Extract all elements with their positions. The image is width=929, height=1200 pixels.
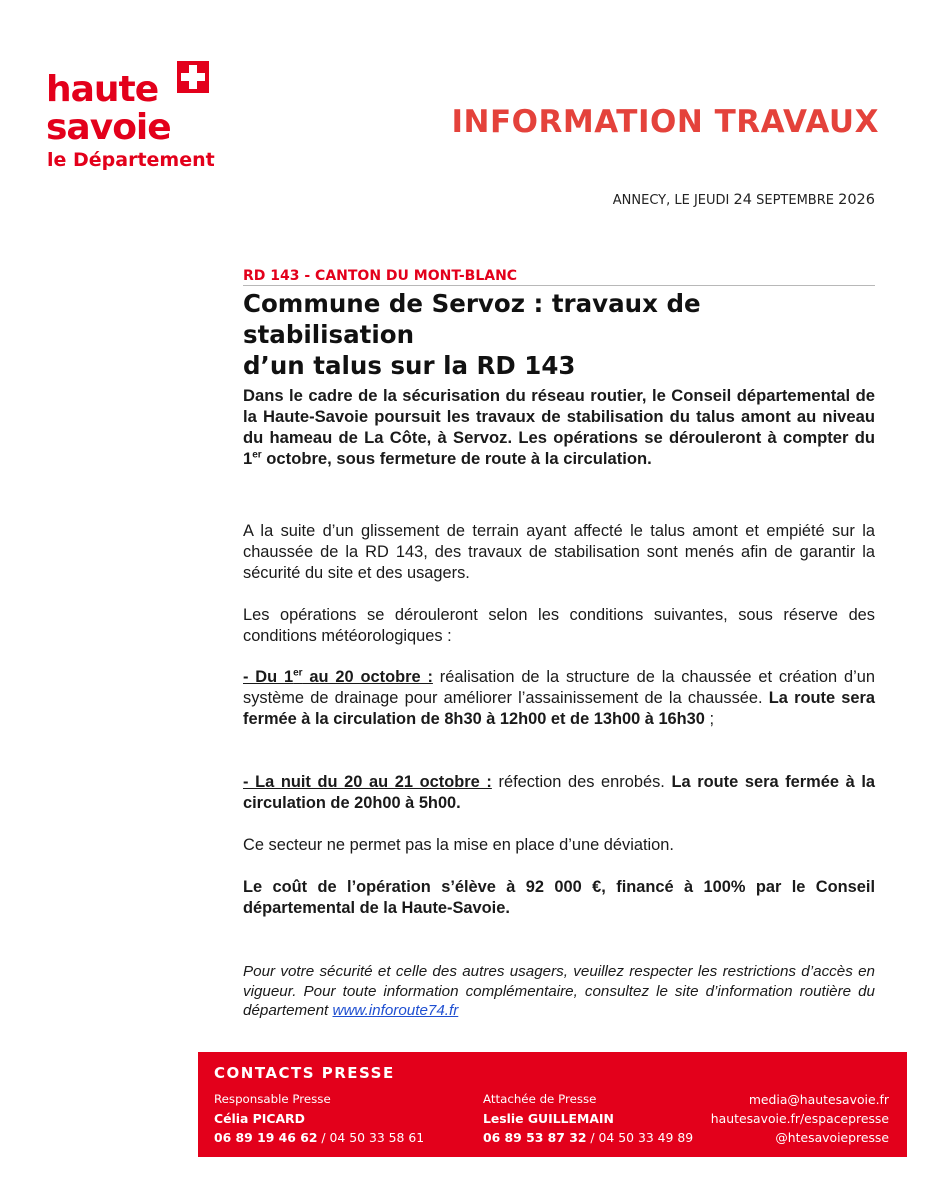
paragraph-conditions: Les opérations se dérouleront selon les conditions suivantes, sous réserve des conditions météorologiques : — [243, 606, 875, 645]
headline-line-1: Commune de Servoz : travaux de stabilisation — [243, 289, 701, 349]
phase-1-label: - Du 1er au 20 octobre : — [243, 667, 433, 686]
paragraph-cost: Le coût de l’opération s’élève à 92 000 €, financé à 100% par le Conseil départemental de la Haute-Savoie. — [243, 878, 875, 917]
headline-line-2: d’un talus sur la RD 143 — [243, 351, 576, 380]
dateline — [613, 192, 875, 208]
paragraph-no-detour: Ce secteur ne permet pas la mise en place d’une déviation. — [243, 836, 674, 854]
lead-text-1: Dans le cadre de la sécurisation du réseau routier, le Conseil départemental de la Haute-Savoie poursuit les travaux de stabilisation du talus amont au niveau du hameau de La Côte, à Servoz. Les opérations se dérouleront à compter du 1 — [243, 386, 875, 468]
lead-text-2: octobre, sous fermeture de route à la circulation. — [261, 449, 652, 468]
contact-phone: 06 89 53 87 32 / 04 50 33 49 89 — [483, 1130, 694, 1145]
department-logo — [46, 58, 216, 178]
phase-2-item — [243, 772, 875, 814]
phase-1-text: réalisation de la structure de la chaussée et création d’un système de drainage pour améliorer l’assainissement de la chaussée. — [243, 668, 875, 707]
inforoute-link[interactable]: www.inforoute74.fr — [332, 1002, 459, 1019]
phase-1-closure: La route sera fermée à la circulation de 8h30 à 12h00 et de 13h00 à 16h30 — [243, 689, 875, 728]
phase-1-end: ; — [704, 710, 715, 728]
document-type-title: INFORMATION TRAVAUX — [451, 104, 879, 140]
headline — [243, 288, 875, 381]
safety-notice-text: Pour votre sécurité et celle des autres usagers, veuillez respecter les restrictions d’accès en vigueur. Pour toute information complémentaire, consultez le site d’information routière du département — [243, 963, 875, 1019]
dateline-day: 24 — [733, 192, 752, 208]
phase-1-item — [243, 667, 875, 730]
phase-2-closure: La route sera fermée à la circulation de 20h00 à 5h00. — [243, 773, 875, 812]
contact-name: Leslie GUILLEMAIN — [483, 1111, 614, 1126]
contact-press-attache — [483, 1090, 693, 1147]
phase-2-text: réfection des enrobés. — [491, 773, 672, 791]
lead-paragraph — [243, 385, 875, 469]
press-links — [711, 1090, 889, 1147]
contact-role: Attachée de Presse — [483, 1092, 597, 1106]
kicker: RD 143 - CANTON DU MONT-BLANC — [243, 268, 875, 286]
lead-superscript: er — [252, 449, 262, 461]
contact-press-manager — [214, 1090, 424, 1147]
safety-notice — [243, 962, 875, 1021]
logo-subtitle: le Département — [47, 149, 215, 171]
contact-phone: 06 89 19 46 62 / 04 50 33 58 61 — [214, 1130, 425, 1145]
dateline-year: 2026 — [838, 192, 875, 208]
savoy-cross-icon — [177, 61, 209, 93]
logo-word-haute: haute — [46, 69, 159, 110]
dateline-prefix: ANNECY, LE JEUDI — [612, 193, 730, 208]
press-website-link[interactable]: hautesavoie.fr/espacepresse — [710, 1111, 889, 1126]
phase-2-label: - La nuit du 20 au 21 octobre : — [243, 773, 492, 791]
dateline-month: SEPTEMBRE — [756, 193, 834, 208]
logo-word-savoie: savoie — [46, 107, 171, 148]
press-contacts-banner — [198, 1052, 907, 1157]
contact-name: Célia PICARD — [214, 1111, 305, 1126]
paragraph-context: A la suite d’un glissement de terrain ayant affecté le talus amont et empiété sur la chaussée de la RD 143, des travaux de stabilisation sont menés afin de garantir la sécurité du site et des usagers. — [243, 522, 875, 582]
contact-role: Responsable Presse — [214, 1092, 331, 1106]
press-contacts-title: CONTACTS PRESSE — [214, 1064, 395, 1082]
press-email-link[interactable]: media@hautesavoie.fr — [748, 1092, 889, 1107]
press-social-handle[interactable]: @htesavoiepresse — [775, 1130, 889, 1145]
